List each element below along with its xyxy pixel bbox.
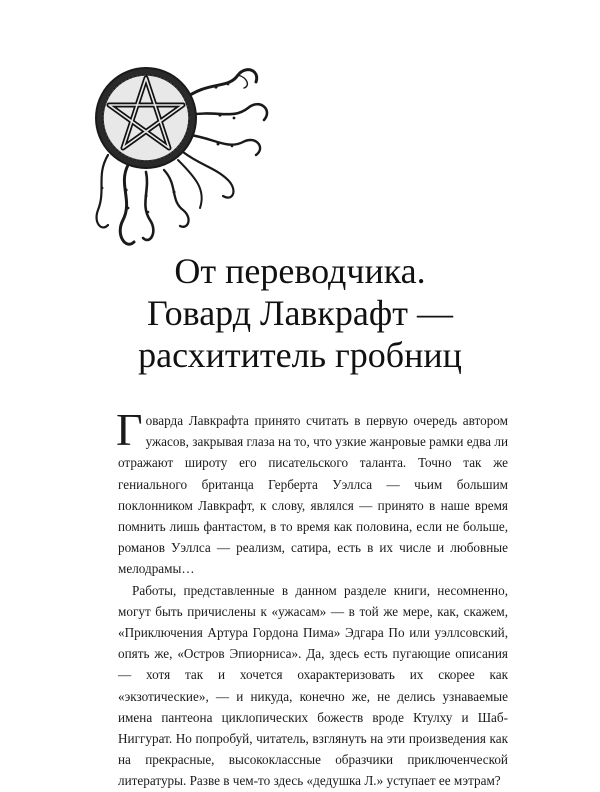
paragraph-1 bbox=[116, 404, 508, 580]
paragraph-1-text: оварда Лавкрафта принято считать в первую очередь автором ужасов, закрывая глаза на то, что узкие жанровые рамки едва ли отражают широту его писательского таланта. Точно так же гениального британца Герберта Уэллса — чьим большим поклонником Лавкрафт, к слову, являлся — принято в наше время помнить лишь фантастом, в то время как половина, если не больше, романов Уэллса — реализм, сатира, есть в их числе и любовные мелодрамы… bbox=[118, 413, 508, 577]
body-text bbox=[116, 404, 508, 792]
title-line-1: От переводчика. bbox=[174, 251, 426, 291]
title-line-3: расхититель гробниц bbox=[138, 335, 462, 375]
drop-cap: Г bbox=[116, 404, 143, 455]
title-line-2: Говард Лавкрафт — bbox=[147, 293, 453, 333]
pentagram-tentacles-ornament-icon bbox=[88, 60, 278, 260]
paragraph-2: Работы, представленные в данном разделе книги, несомненно, могут быть причислены к «ужасам» — в той же мере, как, скажем, «Приключения Артура Гордона Пима» Эдгара По или уэллсовский, опять же, «Остров Эпиорниса». Да, здесь есть пугающие описания — хотя так и хочется охарактеризовать их скорее как «экзотические», — и никуда, конечно же, не делись узнаваемые имена пантеона циклопических божеств вроде Ктулху и Шаб-Ниггурат. Но попробуй, читатель, взглянуть на эти произведения как на прекрасные, высококлассные образчики приключенческой литературы. Разве в чем-то здесь «дедушка Л.» уступает ее мэтрам? bbox=[118, 582, 508, 789]
page-title bbox=[60, 250, 540, 376]
